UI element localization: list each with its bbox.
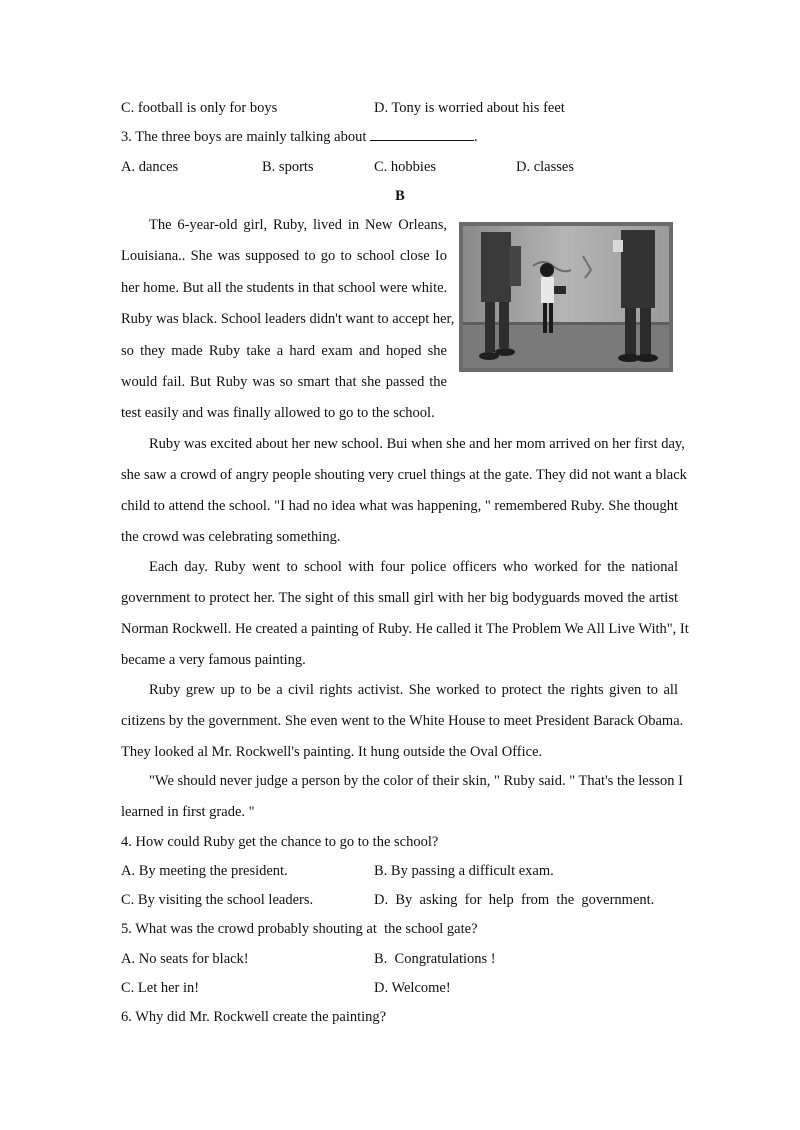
q2-option-c: C. football is only for boys xyxy=(121,100,278,116)
q3-stem-end: . xyxy=(474,129,478,145)
passage-p1-line-6: would fail. But Ruby was so smart that she passed the xyxy=(121,374,447,390)
q5-option-b: B. Congratulations ! xyxy=(374,951,496,967)
ruby-escort-photo xyxy=(459,222,673,372)
q3-option-c: C. hobbies xyxy=(374,159,437,175)
photo-image xyxy=(463,226,669,368)
passage-p3-line-3: Norman Rockwell. He created a painting of Ruby. He called it The Problem We All Live With", It xyxy=(121,621,689,637)
q5-option-a: A. No seats for black! xyxy=(121,951,249,967)
passage-p1-line-3: her home. But all the students in that school were white. xyxy=(121,280,448,296)
passage-p1-line-7: test easily and was finally allowed to go to the school. xyxy=(121,405,435,421)
q6-stem: 6. Why did Mr. Rockwell create the painting? xyxy=(121,1009,387,1025)
passage-p3-line-2: government to protect her. The sight of this small girl with her big bodyguards moved the artist xyxy=(121,590,678,606)
passage-p3-line-4: became a very famous painting. xyxy=(121,652,306,668)
q3-stem-text: 3. The three boys are mainly talking about xyxy=(121,129,367,145)
answer-blank xyxy=(370,128,474,141)
q4-stem: 4. How could Ruby get the chance to go to the school? xyxy=(121,834,439,850)
passage-p1-line-4: Ruby was black. School leaders didn't want to accept her, xyxy=(121,311,455,327)
q5-option-c: C. Let her in! xyxy=(121,980,200,996)
passage-p1-line-5: so they made Ruby take a hard exam and hoped she xyxy=(121,343,447,359)
q5-option-d: D. Welcome! xyxy=(374,980,451,996)
q3-option-b: B. sports xyxy=(262,159,314,175)
passage-p4-line-1: Ruby grew up to be a civil rights activist. She worked to protect the rights given to all xyxy=(149,682,678,698)
q4-option-a: A. By meeting the president. xyxy=(121,863,288,879)
q3-option-d: D. classes xyxy=(516,159,574,175)
passage-p2-line-2: she saw a crowd of angry people shouting very cruel things at the gate. They did not want a black xyxy=(121,467,687,483)
passage-p2-line-3: child to attend the school. "I had no idea what was happening, " remembered Ruby. She thought xyxy=(121,498,678,514)
q2-option-d: D. Tony is worried about his feet xyxy=(374,100,565,116)
passage-p2-line-1: Ruby was excited about her new school. Bui when she and her mom arrived on her first day, xyxy=(149,436,685,452)
section-label: B xyxy=(395,188,405,204)
q4-option-c: C. By visiting the school leaders. xyxy=(121,892,314,908)
q4-option-d: D. By asking for help from the government. xyxy=(374,892,655,908)
passage-p4-line-3: They looked al Mr. Rockwell's painting. It hung outside the Oval Office. xyxy=(121,744,543,760)
passage-p5-line-2: learned in first grade. " xyxy=(121,804,255,820)
passage-p5-line-1: "We should never judge a person by the color of their skin, " Ruby said. " That's the lesson I xyxy=(149,773,683,789)
passage-p1-line-1: The 6-year-old girl, Ruby, lived in New Orleans, xyxy=(149,217,447,233)
q4-option-b: B. By passing a difficult exam. xyxy=(374,863,554,879)
passage-p2-line-4: the crowd was celebrating something. xyxy=(121,529,341,545)
passage-p3-line-1: Each day. Ruby went to school with four police officers who worked for the national xyxy=(149,559,678,575)
q3-option-a: A. dances xyxy=(121,159,179,175)
q3-stem xyxy=(121,128,478,146)
passage-p4-line-2: citizens by the government. She even went to the White House to meet President Barack Obama. xyxy=(121,713,684,729)
q5-stem: 5. What was the crowd probably shouting at the school gate? xyxy=(121,921,478,937)
passage-p1-line-2: Louisiana.. She was supposed to go to school close Io xyxy=(121,248,447,264)
